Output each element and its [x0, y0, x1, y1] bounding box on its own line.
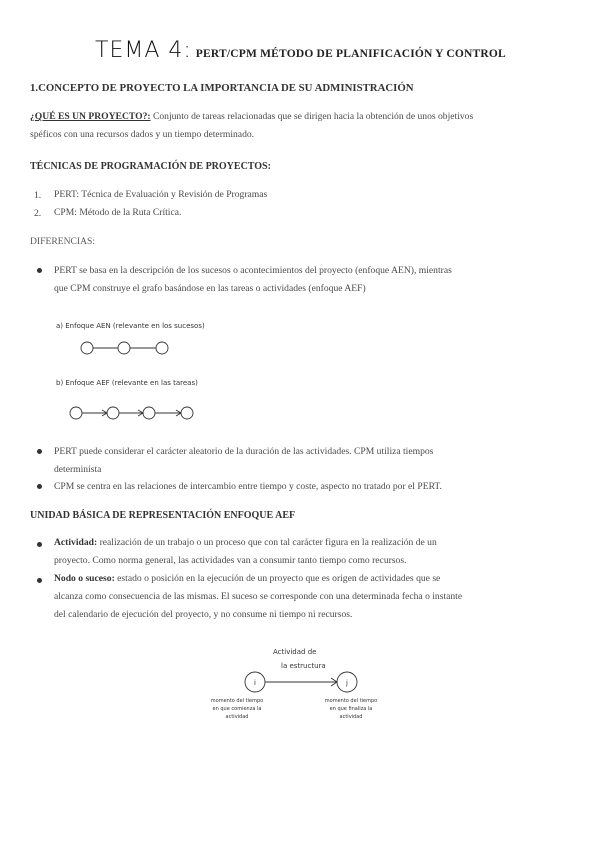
node-i-label: i — [254, 679, 256, 687]
sketch-node — [107, 407, 119, 419]
proyecto-definition — [30, 108, 580, 144]
diferencia-1-line2: que CPM construye el grafo basándose en las tareas o actividades (enfoque AEF) — [54, 283, 366, 294]
nodo-label: Nodo o suceso: — [54, 573, 115, 584]
left-caption-line: actividad — [225, 714, 249, 720]
actividad-line1: realización de un trabajo o un proceso que con tal carácter figura en la realización de un — [97, 537, 437, 548]
enfoque-sketch — [50, 310, 220, 430]
nodo-line1: estado o posición en la ejecución de un proyecto que es origen de actividades que se — [114, 573, 441, 584]
left-caption-line: momento del tiempo — [210, 698, 264, 704]
list-item: CPM: Método de la Ruta Crítica. — [54, 207, 182, 218]
list-item: PERT: Técnica de Evaluación y Revisión de Programas — [54, 189, 268, 200]
diferencia-item-1 — [54, 262, 594, 298]
bullet-dot — [37, 542, 42, 547]
bullet-dot — [37, 578, 42, 583]
sketch-node — [70, 407, 82, 419]
diferencia-1-line1: PERT se basa en la descripción de los sucesos o acontecimientos del proyecto (enfoque AEN), mientras — [54, 265, 452, 276]
page-title — [95, 38, 506, 63]
actividad-line2: proyecto. Como norma general, las actividades van a consumir tanto tiempo como recursos. — [54, 555, 407, 566]
activity-diagram — [195, 640, 425, 730]
node-j-label: j — [346, 679, 348, 687]
bullet-dot — [37, 484, 42, 489]
list-number: 2. — [34, 208, 42, 219]
section-heading: 1.CONCEPTO DE PROYECTO LA IMPORTANCIA DE SU ADMINISTRACIÓN — [30, 82, 414, 94]
diferencia-item-3: CPM se centra en las relaciones de intercambio entre tiempo y coste, aspecto no tratado por el PERT. — [54, 481, 442, 492]
right-caption-line: en que finaliza la — [329, 706, 373, 712]
nodo-definition — [54, 570, 599, 624]
sketch-node — [181, 407, 193, 419]
sketch-node — [81, 342, 93, 354]
bullet-dot — [37, 449, 42, 454]
sketch-node — [156, 342, 168, 354]
actividad-label: Actividad: — [54, 537, 98, 548]
title-hand: TEMA 4: — [95, 38, 192, 63]
left-caption-line: en que comienza la — [212, 706, 262, 712]
diagram-top-label2: la estructura — [281, 662, 326, 670]
right-caption-line: actividad — [339, 714, 363, 720]
tecnicas-heading: TÉCNICAS DE PROGRAMACIÓN DE PROYECTOS: — [30, 161, 271, 172]
nodo-line2: alcanza como consecuencia de las mismas. El suceso se corresponde con una determinada fecha o instante — [54, 591, 463, 602]
proyecto-line2: spéficos con una recursos dados y un tiempo determinado. — [30, 129, 255, 140]
right-caption-line: momento del tiempo — [324, 698, 378, 704]
diferencia-2-line2: determinista — [54, 464, 102, 475]
proyecto-label: ¿QUÉ ES UN PROYECTO?: — [30, 111, 151, 122]
title-rest: PERT/CPM MÉTODO DE PLANIFICACIÓN Y CONTROL — [195, 48, 506, 60]
bullet-dot — [37, 268, 42, 273]
sketch-b-label: b) Enfoque AEF (relevante en las tareas) — [56, 379, 198, 387]
list-number: 1. — [34, 190, 42, 201]
sketch-node — [143, 407, 155, 419]
actividad-definition — [54, 534, 594, 570]
nodo-line3: del calendario de ejecución del proyecto, y no consume ni tiempo ni recursos. — [54, 609, 353, 620]
unidad-heading: UNIDAD BÁSICA DE REPRESENTACIÓN ENFOQUE AEF — [30, 510, 296, 521]
diferencias-heading: DIFERENCIAS: — [30, 236, 96, 247]
diagram-top-label1: Actividad de — [273, 648, 317, 656]
sketch-a-label: a) Enfoque AEN (relevante en los sucesos) — [56, 322, 205, 330]
diferencia-2-line1: PERT puede considerar el carácter aleatorio de la duración de las actividades. CPM utiliza tiempos — [54, 446, 434, 457]
diferencia-item-2 — [54, 443, 594, 479]
proyecto-line1: Conjunto de tareas relacionadas que se dirigen hacia la obtención de unos objetivos — [150, 111, 474, 122]
sketch-node — [118, 342, 130, 354]
